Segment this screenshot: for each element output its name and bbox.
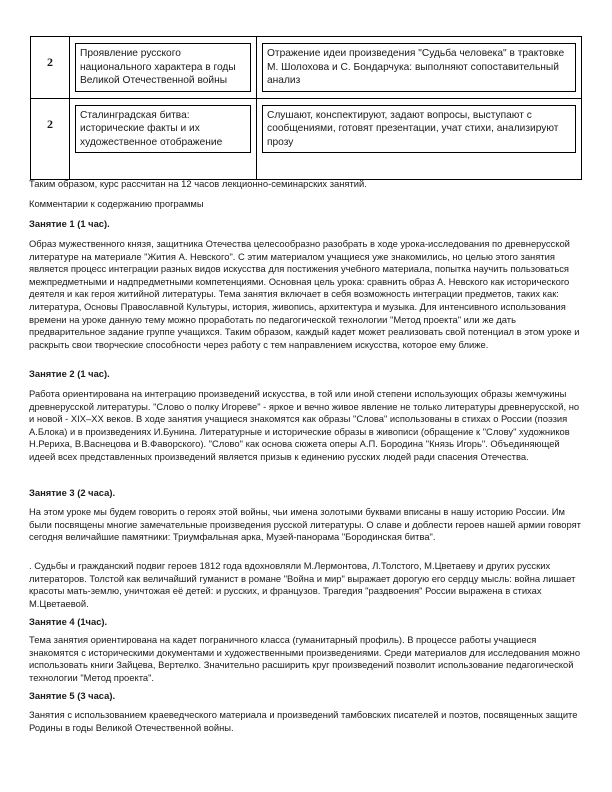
hours-cell: 2 [47, 116, 53, 131]
summary-text: Таким образом, курс рассчитан на 12 часов лекционно-семинарских занятий. [29, 178, 367, 189]
lesson-3-paragraph-2: . Судьбы и гражданский подвиг героев 1812 года вдохновляли М.Лермонтова, Л.Толстого, М.Цветаеву и других русских литераторов. Толстой как величайший гуманист в романе "Война и мир" выражает дорогую его сердцу мысль: война лишает красоты мать-землю, уничтожая её детей: и русских, и французов. Трагедия "раздвоения" России выражена в стихах М.Цветаевой. [29, 560, 576, 609]
activity-cell: Слушают, конспектируют, задают вопросы, выступают с сообщениями, готовят презентации, учат стихи, анализируют прозу [262, 105, 576, 154]
lesson-2-heading: Занятие 2 (1 час). [29, 368, 110, 379]
lesson-4-paragraph: Тема занятия ориентирована на кадет пограничного класса (гуманитарный профиль). В процессе работы учащиеся знакомятся с историческими документами и художественными произведениями. Среди материалов для исследования можно использовать книги Зайцева, Вертелко. Значительно расширить круг произведений позволит использование педагогической технологии "Метод проекта". [29, 634, 581, 683]
lesson-3-heading: Занятие 3 (2 часа). [29, 487, 116, 498]
lesson-1-paragraph: Образ мужественного князя, защитника Отечества целесообразно разобрать в ходе урока-исследования по древнерусской литературе на материале "Жития А. Невского". С этим материалом учащиеся уже знакомились, но целью этого занятия является процесс интеграции разных видов искусства для постижения учебного материала, попытка научить пользоваться межпредметными и надпредметными компетенциями. Основная цель урока: сравнить образ А. Невского как исторического деятеля и как героя житийной литературы. Тема занятия включает в себя возможность интеграции предметов, таких как: литература, Основы Православной Культуры, история, живопись, архитектура и музыка. Для интенсивного использования времени на уроке данную тему можно проработать по педагогической технологии "Метод проекта" или же дать предварительное задание группе учащихся. Таким образом, каждый кадет может реализовать свой потенциал в этом уроке и раскрыть свои творческие способности через работу с тем направлением искусства, которое ему ближе. [29, 238, 580, 350]
comments-title: Комментарии к содержанию программы [29, 198, 204, 209]
lesson-4-heading: Занятие 4 (1час). [29, 616, 108, 627]
activity-cell: Отражение идеи произведения "Судьба человека" в трактовке М. Шолохова и С. Бондарчука: выполняют сопоставительный анализ [262, 43, 576, 92]
lesson-2-paragraph: Работа ориентирована на интеграцию произведений искусства, в той или иной степени использующих образы жемчужины древнерусской литературы. "Слово о полку Игореве" - яркое и вечно живое явление не только литературы древнерусской, но и новой - XIX–XX веков. В ходе занятия учащиеся знакомятся как образы "Слова" использованы в стихах о России (поэзия А.Блока) и в произведениях И.Бунина. Литературные и исторические образы в живописи (обращение к "Слову" художников Н.Рериха, В.Васнецова и В.Фаворского). "Слово" как основа сюжета оперы А.П. Бородина "Князь Игорь". Объединяющей идеей всех представленных произведений является призыв к единению русских людей ради спасения Отечества. [29, 388, 580, 462]
topic-cell: Сталинградская битва: исторические факты и их художественное отображение [75, 105, 251, 154]
hours-cell: 2 [47, 55, 53, 69]
lesson-1-heading: Занятие 1 (1 час). [29, 218, 110, 229]
lesson-5-paragraph: Занятия с использованием краеведческого материала и произведений тамбовских писателей и поэтов, посвященных защите Родины в годы Великой Отечественной войны. [29, 709, 578, 733]
lesson-5-heading: Занятие 5 (3 часа). [29, 690, 116, 701]
lesson-plan-table [30, 36, 582, 180]
table-row [31, 98, 582, 179]
topic-cell: Проявление русского национального характера в годы Великой Отечественной войны [75, 43, 251, 92]
table-row [31, 37, 582, 99]
lesson-3-paragraph-1: На этом уроке мы будем говорить о героях этой войны, чьи имена золотыми буквами вписаны в нашу историю России. Им были посвящены многие замечательные произведения русской литературы. О славе и доблести героев нашей армии говорят сегодня величайшие памятники: Триумфальная арка, Музей-панорама "Бородинская битва". [29, 506, 581, 543]
